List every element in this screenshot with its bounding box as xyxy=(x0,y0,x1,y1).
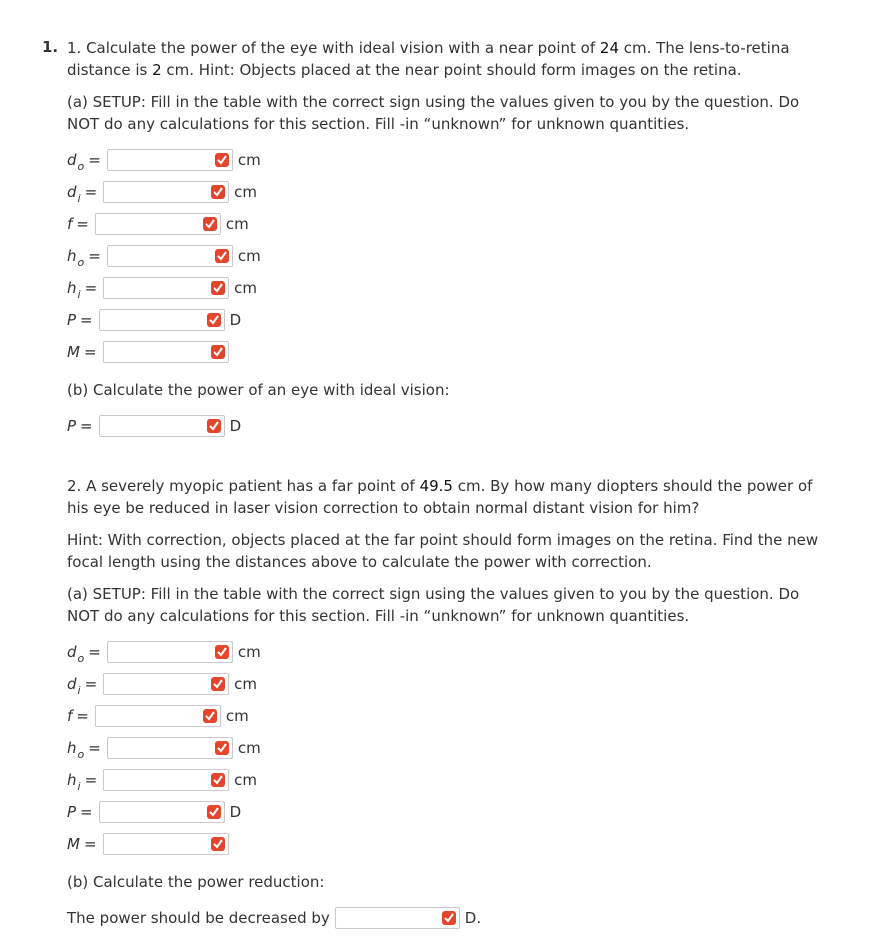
checkmark-icon xyxy=(215,645,229,659)
q1-field-label: d i = xyxy=(67,183,98,205)
q1-field-row xyxy=(67,148,261,172)
q1-field-row xyxy=(67,308,241,332)
lens-retina-value: 2 xyxy=(152,61,162,79)
q2-answer-row xyxy=(67,906,481,930)
q1-field-row xyxy=(67,212,249,236)
unit-label: cm xyxy=(225,215,249,233)
near-point-value: 24 xyxy=(599,39,620,57)
q2-do-input[interactable] xyxy=(107,641,233,663)
unit-label: cm xyxy=(237,151,261,169)
checkmark-icon xyxy=(207,805,221,819)
question-number: 1. xyxy=(42,38,59,56)
unit-label: cm xyxy=(234,771,258,789)
checkmark-icon xyxy=(215,249,229,263)
unit-label: cm xyxy=(237,247,261,265)
checkmark-icon xyxy=(207,419,221,433)
q2-field-label: M = xyxy=(67,835,97,853)
q1-part-b-row xyxy=(67,414,241,438)
checkmark-icon xyxy=(211,677,225,691)
q1-field-row xyxy=(67,180,257,204)
q2-field-label: h i = xyxy=(67,771,98,793)
q1-field-label: M = xyxy=(67,343,97,361)
q1-intro: 1. Calculate the power of the eye with ideal vision with a near point of 24 cm. The lens-to-retina distance is 2 cm. Hint: Objects placed at the near point should form images on the retina. xyxy=(67,39,790,79)
q1-field-label: d o = xyxy=(67,151,101,173)
q2-field-row xyxy=(67,736,261,760)
q1-f-input[interactable] xyxy=(95,213,221,235)
checkmark-icon xyxy=(203,709,217,723)
q1-hi-input[interactable] xyxy=(103,277,229,299)
q1-p-input[interactable] xyxy=(99,309,225,331)
answer-suffix: D. xyxy=(464,909,482,927)
unit-label: cm xyxy=(234,279,258,297)
q2-field-row xyxy=(67,768,257,792)
unit-label: D xyxy=(229,311,242,329)
q1-field-label: f = xyxy=(67,215,89,233)
q1-field-label: h o = xyxy=(67,247,101,269)
q2-hint-text: Hint: With correction, objects placed at the far point should form images on the retina. Find the new focal length using the distances above to calculate the power with correction. xyxy=(67,531,819,571)
checkmark-icon xyxy=(211,837,225,851)
answer-prefix: The power should be decreased by xyxy=(67,909,330,927)
q2-p-input[interactable] xyxy=(99,801,225,823)
unit-label: cm xyxy=(237,643,261,661)
power-reduction-input[interactable] xyxy=(335,907,460,929)
q2-m-input[interactable] xyxy=(103,833,229,855)
checkmark-icon xyxy=(203,217,217,231)
checkmark-icon xyxy=(211,345,225,359)
q2-field-label: d o = xyxy=(67,643,101,665)
q2-field-label: P = xyxy=(67,803,93,821)
checkmark-icon xyxy=(211,185,225,199)
q1-field-row xyxy=(67,340,229,364)
q2-field-row xyxy=(67,640,261,664)
q2-field-row xyxy=(67,832,229,856)
q1-setup-text: (a) SETUP: Fill in the table with the correct sign using the values given to you by the question. Do NOT do any calculations for this section. Fill -in “unknown” for unknown quantities. xyxy=(67,93,800,133)
checkmark-icon xyxy=(211,773,225,787)
q1-part-b-text: (b) Calculate the power of an eye with ideal vision: xyxy=(67,381,450,399)
unit-label: D xyxy=(229,803,242,821)
q1-field-label: h i = xyxy=(67,279,98,301)
q1-field-label: P = xyxy=(67,311,93,329)
q1-part-b-power-input[interactable] xyxy=(99,415,225,437)
checkmark-icon xyxy=(215,741,229,755)
q2-intro: 2. A severely myopic patient has a far point of 49.5 cm. By how many diopters should the power of his eye be reduced in laser vision correction to obtain normal distant vision for him? xyxy=(67,477,813,517)
unit-label: D xyxy=(229,417,242,435)
q1-do-input[interactable] xyxy=(107,149,233,171)
q1-m-input[interactable] xyxy=(103,341,229,363)
q2-hi-input[interactable] xyxy=(103,769,229,791)
q2-di-input[interactable] xyxy=(103,673,229,695)
q2-field-row xyxy=(67,800,241,824)
q2-ho-input[interactable] xyxy=(107,737,233,759)
q2-field-row xyxy=(67,704,249,728)
unit-label: cm xyxy=(234,675,258,693)
q1-field-row xyxy=(67,244,261,268)
checkmark-icon xyxy=(442,911,456,925)
checkmark-icon xyxy=(215,153,229,167)
q2-part-b-text: (b) Calculate the power reduction: xyxy=(67,873,325,891)
unit-label: cm xyxy=(234,183,258,201)
q2-field-label: f = xyxy=(67,707,89,725)
q2-f-input[interactable] xyxy=(95,705,221,727)
checkmark-icon xyxy=(211,281,225,295)
q2-field-label: d i = xyxy=(67,675,98,697)
q1-part-b-label: P = xyxy=(67,417,93,435)
q2-field-label: h o = xyxy=(67,739,101,761)
q1-ho-input[interactable] xyxy=(107,245,233,267)
unit-label: cm xyxy=(225,707,249,725)
q1-field-row xyxy=(67,276,257,300)
far-point-value: 49.5 xyxy=(419,477,453,495)
q2-setup-text: (a) SETUP: Fill in the table with the correct sign using the values given to you by the question. Do NOT do any calculations for this section. Fill -in “unknown” for unknown quantities. xyxy=(67,585,800,625)
q2-field-row xyxy=(67,672,257,696)
unit-label: cm xyxy=(237,739,261,757)
checkmark-icon xyxy=(207,313,221,327)
q1-di-input[interactable] xyxy=(103,181,229,203)
